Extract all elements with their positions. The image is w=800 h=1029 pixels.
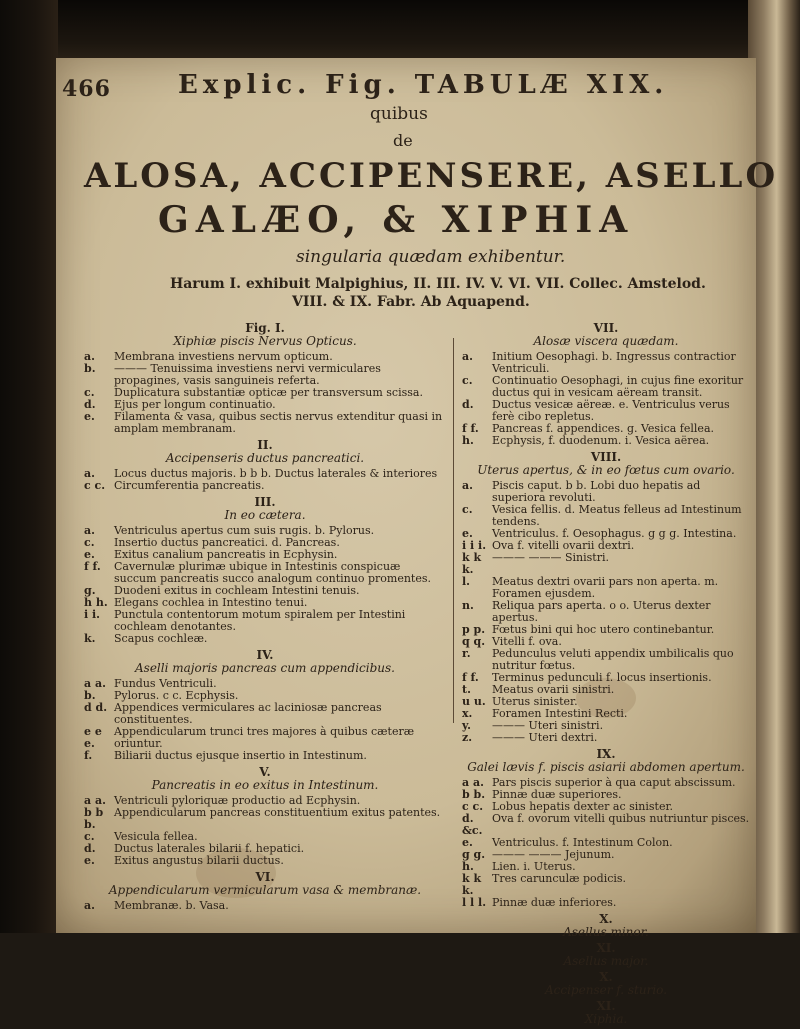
figure-heading: V. (259, 765, 271, 779)
legend-entry (84, 750, 446, 762)
legend-letter: g g. (462, 848, 486, 861)
legend-entry (462, 480, 750, 504)
legend-letter: e. (84, 548, 95, 561)
figure-heading: VI. (255, 870, 275, 884)
legend-letter: a a. (84, 794, 106, 807)
legend-text: Uterus sinister. (492, 695, 578, 708)
legend-letter: e. (84, 854, 95, 867)
legend-text: Insertio ductus pancreatici. d. Pancreas. (114, 536, 340, 549)
legend-entry (462, 435, 750, 447)
running-head: Explic. Fig. TABULÆ XIX. (178, 70, 669, 100)
title-subtitle: singularia quædam exhibentur. (296, 247, 566, 267)
figure-caption: In eo cætera. (224, 508, 306, 522)
legend-entry (84, 561, 446, 585)
legend-letter: t. (462, 683, 471, 696)
legend-text: Fœtus bini qui hoc utero continebantur. (492, 623, 715, 636)
legend-text: Elegans cochlea in Intestino tenui. (114, 596, 308, 609)
figure-caption: Uterus apertus, & in eo fœtus cum ovario. (477, 463, 735, 477)
legend-letter: a. (84, 899, 95, 912)
legend-text: Locus ductus majoris. b b b. Ductus laterales & interiores (114, 467, 438, 480)
legend-text: Vesica fellis. d. Meatus felleus ad Intestinum tendens. (492, 503, 742, 528)
figure-heading: XI. (596, 999, 616, 1013)
figure-caption: Accipenseris ductus pancreatici. (165, 451, 365, 465)
legend-text: Exitus angustus bilarii ductus. (114, 854, 284, 867)
main-title-line-2: GALÆO, & XIPHIA (158, 199, 635, 241)
legend-text: Membranæ. b. Vasa. (114, 899, 229, 912)
legend-letter: p p. (462, 623, 486, 636)
legend-letter: d. (84, 398, 96, 411)
legend-text: Filamenta & vasa, quibus sectis nervus extenditur quasi in amplam membranam. (114, 410, 443, 435)
legend-letter: e. (462, 527, 473, 540)
legend-letter: y. (462, 719, 471, 732)
legend-text: Pinnæ duæ inferiores. (492, 896, 617, 909)
legend-letter: n. (462, 599, 474, 612)
legend-letter: q q. (462, 635, 486, 648)
legend-text: Duplicatura substantiæ opticæ per transversum scissa. (114, 386, 423, 399)
legend-letter: h. (462, 434, 474, 447)
figure-heading: XI. (596, 941, 616, 955)
legend-letter: l l l. (462, 896, 487, 909)
legend-letter: i i. (84, 608, 101, 621)
legend-letter: z. (462, 731, 473, 744)
legend-letter: k k k. (462, 551, 482, 576)
legend-letter: d d. (84, 701, 108, 714)
figure-caption: Asellus minor. (563, 925, 649, 939)
intro-line-2: VIII. & IX. Fabr. Ab Aquapend. (292, 294, 530, 310)
legend-letter: d. &c. (462, 812, 483, 837)
legend-entry (462, 813, 750, 837)
figure-heading: III. (254, 495, 276, 509)
background-shadow-left (0, 0, 58, 933)
legend-letter: c. (84, 536, 95, 549)
legend-entry (84, 702, 446, 726)
legend-letter: a a. (462, 776, 484, 789)
title-connector-de: de (393, 131, 413, 150)
page-number: 466 (62, 76, 111, 102)
legend-text: Lobus hepatis dexter ac sinister. (492, 800, 674, 813)
legend-text: Tres carunculæ podicis. (492, 872, 627, 885)
figure-heading: Fig. I. (245, 321, 285, 335)
right-column (462, 318, 750, 1029)
legend-text: Ventriculi pyloriquæ productio ad Ecphysin. (114, 794, 361, 807)
title-connector-quibus: quibus (370, 104, 428, 124)
legend-entry (462, 552, 750, 576)
legend-text: Cavernulæ plurimæ ubique in Intestinis conspicuæ succum pancreatis succo analogum continuo promentes. (114, 560, 431, 585)
legend-entry (462, 897, 750, 909)
legend-entry (462, 576, 750, 600)
legend-text: Ecphysis, f. duodenum. i. Vesica aërea. (492, 434, 710, 447)
legend-entry (462, 600, 750, 624)
legend-text: Ventriculus. f. Oesophagus. g g g. Intestina. (492, 527, 737, 540)
legend-letter: e. (84, 410, 95, 423)
figure-caption: Pancreatis in eo exitus in Intestinum. (151, 778, 379, 792)
figure-caption: Xiphiæ piscis Nervus Opticus. (173, 334, 357, 348)
figure-heading: X. (599, 970, 613, 984)
legend-entry (462, 873, 750, 897)
legend-text: Piscis caput. b b. Lobi duo hepatis ad superiora revoluti. (492, 479, 701, 504)
legend-text: Ventriculus. f. Intestinum Colon. (492, 836, 673, 849)
legend-letter: f. (84, 749, 93, 762)
legend-letter: f f. (84, 560, 101, 573)
legend-text: Membrana investiens nervum opticum. (114, 350, 333, 363)
legend-letter: u u. (462, 695, 486, 708)
legend-text: Pedunculus veluti appendix umbilicalis quo nutritur fœtus. (492, 647, 734, 672)
legend-text: Vesicula fellea. (114, 830, 198, 843)
intro-line-1: Harum I. exhibuit Malpighius, II. III. IV. V. VI. VII. Collec. Amstelod. (170, 276, 706, 292)
legend-letter: h. (462, 860, 474, 873)
legend-text: ——— ——— Jejunum. (492, 848, 615, 861)
legend-text: Fundus Ventriculi. (114, 677, 217, 690)
legend-entry (462, 648, 750, 672)
legend-letter: i i i. (462, 539, 487, 552)
legend-text: Continuatio Oesophagi, in cujus fine exoritur ductus qui in vesicam aëream transit. (492, 374, 744, 399)
figure-heading: X. (599, 912, 613, 926)
legend-text: Meatus dextri ovarii pars non aperta. m. Foramen ejusdem. (492, 575, 719, 600)
legend-entry (84, 480, 446, 492)
legend-letter: c c. (84, 479, 106, 492)
figure-heading: IX. (596, 747, 616, 761)
legend-text: Reliqua pars aperta. o o. Uterus dexter apertus. (492, 599, 711, 624)
legend-entry (462, 351, 750, 375)
legend-text: Ova f. ovorum vitelli quibus nutriuntur pisces. (492, 812, 750, 825)
legend-letter: a. (462, 479, 473, 492)
legend-text: ——— ——— Sinistri. (492, 551, 609, 564)
legend-letter: g. (84, 584, 96, 597)
legend-entry (462, 504, 750, 528)
column-divider (453, 338, 454, 723)
legend-text: Pinnæ duæ superiores. (492, 788, 622, 801)
legend-text: Ova f. vitelli ovarii dextri. (492, 539, 635, 552)
legend-entry (84, 363, 446, 387)
legend-letter: f f. (462, 671, 479, 684)
legend-letter: d. (462, 398, 474, 411)
figure-heading: IV. (256, 648, 274, 662)
legend-text: ——— Uteri sinistri. (492, 719, 604, 732)
figure-caption: Appendicularum vermicularum vasa & membranæ. (108, 883, 422, 897)
legend-text: Appendicularum pancreas constituentium exitus patentes. (114, 806, 441, 819)
legend-letter: c. (84, 386, 95, 399)
legend-text: Ductus laterales bilarii f. hepatici. (114, 842, 305, 855)
legend-text: Ductus vesicæ aëreæ. e. Ventriculus verus ferè cibo repletus. (492, 398, 730, 423)
legend-letter: a. (84, 524, 95, 537)
background-shadow-top (0, 0, 800, 62)
legend-letter: a. (84, 350, 95, 363)
figure-caption: Xiphia. (584, 1012, 628, 1026)
figure-heading: VII. (593, 321, 619, 335)
legend-text: Ventriculus apertus cum suis rugis. b. Pylorus. (114, 524, 375, 537)
legend-letter: k. (84, 632, 96, 645)
legend-entry (84, 807, 446, 831)
legend-letter: r. (462, 647, 471, 660)
legend-text: Pars piscis superior à qua caput abscissum. (492, 776, 736, 789)
figure-caption: Alosæ viscera quædam. (533, 334, 679, 348)
main-title-line-1: ALOSA, ACCIPENSERE, ASELLO (84, 156, 779, 196)
legend-letter: e e e. (84, 725, 102, 750)
legend-text: Terminus pedunculi f. locus insertionis. (492, 671, 712, 684)
legend-text: Exitus canalium pancreatis in Ecphysin. (114, 548, 338, 561)
legend-text: Scapus cochleæ. (114, 632, 208, 645)
legend-text: Lien. i. Uterus. (492, 860, 576, 873)
legend-text: Ejus per longum continuatio. (114, 398, 276, 411)
figure-heading: VIII. (590, 450, 622, 464)
legend-letter: b b b. (84, 806, 104, 831)
legend-letter: b. (84, 689, 96, 702)
legend-entry (84, 633, 446, 645)
legend-letter: c. (84, 830, 95, 843)
legend-text: Meatus ovarii sinistri. (492, 683, 615, 696)
legend-letter: l. (462, 575, 471, 588)
legend-text: Circumferentia pancreatis. (114, 479, 265, 492)
legend-letter: c. (462, 374, 473, 387)
legend-text: Appendices vermiculares ac laciniosæ pancreas constituentes. (114, 701, 382, 726)
legend-text: Initium Oesophagi. b. Ingressus contractior Ventriculi. (492, 350, 736, 375)
legend-text: ——— Tenuissima investiens nervi vermiculares propagines, vasis sanguineis referta. (114, 362, 381, 387)
legend-text: Duodeni exitus in cochleam Intestini tenuis. (114, 584, 360, 597)
legend-entry (462, 399, 750, 423)
legend-text: Appendicularum trunci tres majores à quibus cæteræ oriuntur. (114, 725, 415, 750)
legend-letter: a. (462, 350, 473, 363)
legend-text: ——— Uteri dextri. (492, 731, 598, 744)
legend-letter: c. (462, 503, 473, 516)
legend-entry (84, 900, 446, 912)
legend-letter: f f. (462, 422, 479, 435)
legend-text: Vitelli f. ova. (492, 635, 562, 648)
legend-text: Punctula contentorum motum spiralem per Intestini cochleam denotantes. (114, 608, 406, 633)
legend-letter: x. (462, 707, 473, 720)
figure-caption: Aselli majoris pancreas cum appendicibus. (135, 661, 395, 675)
legend-entry (462, 375, 750, 399)
legend-text: Pancreas f. appendices. g. Vesica fellea. (492, 422, 714, 435)
legend-entry (84, 855, 446, 867)
legend-letter: k k k. (462, 872, 482, 897)
legend-entry (84, 726, 446, 750)
legend-letter: h h. (84, 596, 108, 609)
figure-caption: Galei lævis f. piscis asiarii abdomen apertum. (467, 760, 745, 774)
figure-heading: II. (257, 438, 273, 452)
legend-text: Biliarii ductus ejusque insertio in Intestinum. (114, 749, 367, 762)
legend-entry (84, 411, 446, 435)
legend-letter: a. (84, 467, 95, 480)
legend-text: Foramen Intestini Recti. (492, 707, 628, 720)
legend-letter: b b. (462, 788, 486, 801)
figure-caption: Accipenser f. sturio. (544, 983, 668, 997)
legend-text: Pylorus. c c. Ecphysis. (114, 689, 239, 702)
legend-letter: b. (84, 362, 96, 375)
legend-entry (462, 732, 750, 744)
legend-letter: c c. (462, 800, 484, 813)
figure-caption: Asellus major. (563, 954, 649, 968)
legend-letter: a a. (84, 677, 106, 690)
legend-entry (84, 609, 446, 633)
left-column (84, 318, 446, 912)
legend-letter: e. (462, 836, 473, 849)
legend-letter: d. (84, 842, 96, 855)
